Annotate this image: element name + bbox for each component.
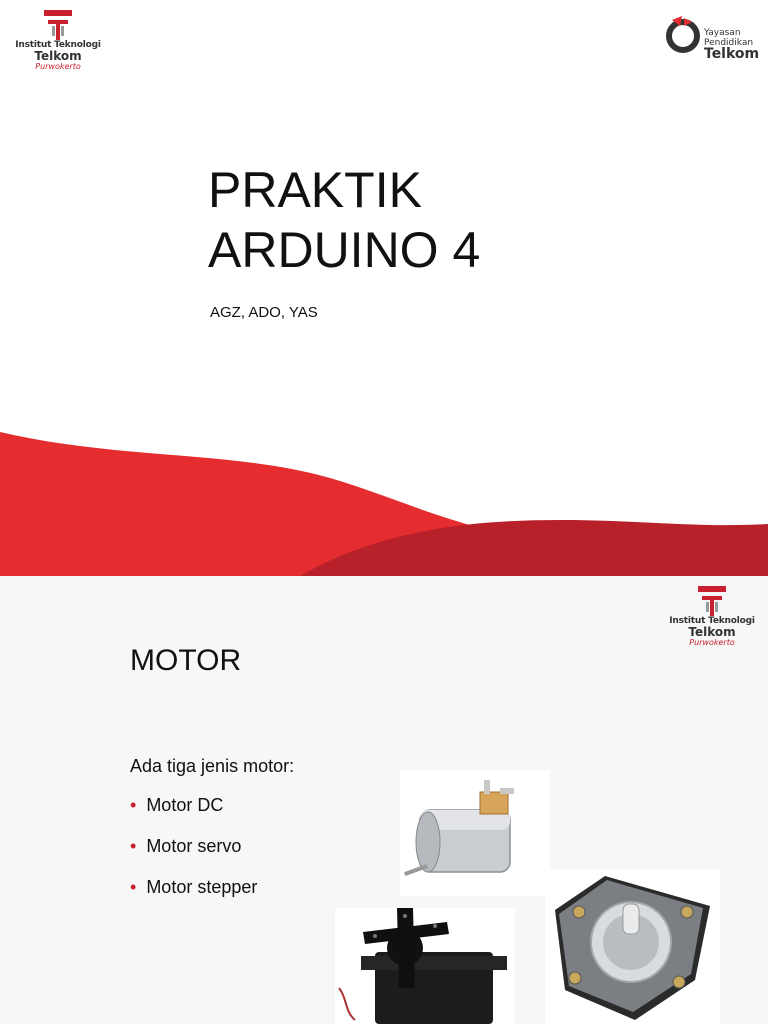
ypt-logo-mark-icon [664,14,702,54]
red-wave-decoration [0,420,768,576]
itt-logo-line3: Purwokerto [689,638,735,647]
ypt-logo-line3: Telkom [704,46,760,62]
title-line-1: PRAKTIK [208,162,422,218]
itt-logo-line2: Telkom [34,49,82,63]
list-item [130,877,257,897]
slide-title [208,160,480,280]
bullet-icon: • [130,795,137,815]
dc-motor-image [400,770,550,896]
stepper-motor-photo [545,870,720,1024]
ypt-logo [664,10,764,62]
itt-logo-mark-icon [698,586,726,616]
itt-logo [8,10,108,71]
itt-logo-mark-icon [44,10,72,40]
list-item [130,795,257,815]
list-item-label: Motor stepper [146,877,258,897]
list-item-label: Motor servo [146,836,242,856]
servo-motor-image [335,908,515,1024]
ypt-logo-line2: Pendidikan [704,38,754,48]
bullet-icon: • [130,877,137,897]
itt-logo-line1: Institut Teknologi [15,40,101,50]
intro-text: Ada tiga jenis motor: [130,756,295,776]
title-line-2: ARDUINO 4 [208,222,481,278]
slide-title: MOTOR [130,644,242,677]
list-item-label: Motor DC [146,795,224,815]
itt-logo-line1: Institut Teknologi [669,616,755,626]
itt-logo-small [662,586,762,647]
list-item [130,836,257,856]
servo-motor-photo [335,908,515,1024]
motor-type-list [130,795,257,918]
dc-motor-photo [400,770,550,896]
ypt-logo-line1: Yayasan [704,28,741,38]
bullet-icon: • [130,836,137,856]
slide-subtitle: AGZ, ADO, YAS [210,304,318,321]
itt-logo-line2: Telkom [688,625,736,639]
stepper-motor-image [545,870,720,1024]
itt-logo-line3: Purwokerto [35,62,81,71]
